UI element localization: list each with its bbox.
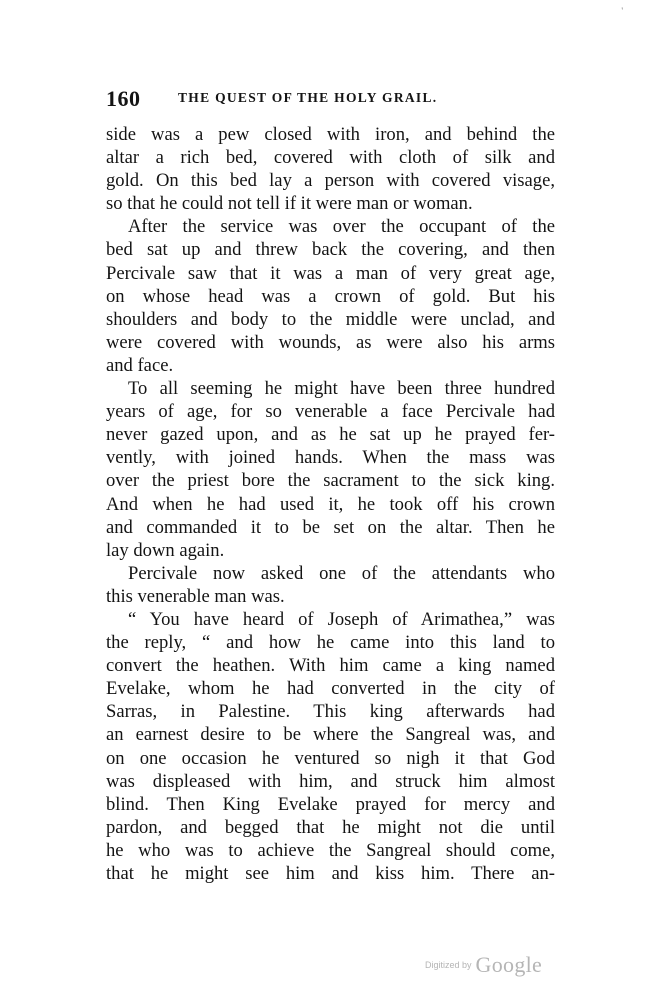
text-line: and commanded it to be set on the altar. Then he: [106, 516, 555, 538]
running-head: [106, 86, 554, 112]
text-line: blind. Then King Evelake prayed for mercy and: [106, 793, 555, 815]
text-line: side was a pew closed with iron, and behind the: [106, 124, 555, 145]
text-line: this venerable man was.: [106, 585, 285, 607]
text-line: Sarras, in Palestine. This king afterwards had: [106, 701, 555, 723]
text-line: Percivale saw that it was a man of very great age,: [106, 262, 555, 284]
text-line: was displeased with him, and struck him almost: [106, 770, 555, 792]
text-line: Evelake, whom he had converted in the city of: [106, 678, 555, 700]
body-text: [106, 123, 555, 885]
text-line: on one occasion he ventured so nigh it that God: [106, 747, 555, 769]
text-line: vently, with joined hands. When the mass was: [106, 447, 555, 469]
text-line: convert the heathen. With him came a king named: [106, 655, 555, 677]
corner-mark: ': [621, 6, 623, 16]
watermark-brand: Google: [475, 952, 543, 977]
text-line: an earnest desire to be where the Sangreal was, and: [106, 724, 555, 746]
text-line: And when he had used it, he took off his crown: [106, 493, 555, 515]
text-line: and face.: [106, 354, 174, 376]
text-line: he who was to achieve the Sangreal should come,: [106, 839, 555, 861]
text-line: over the priest bore the sacrament to the sick king.: [106, 470, 555, 492]
running-title: THE QUEST OF THE HOLY GRAIL.: [178, 90, 438, 105]
text-line: After the service was over the occupant of the: [128, 216, 555, 238]
text-line: never gazed upon, and as he sat up he prayed fer-: [106, 424, 555, 446]
text-line: so that he could not tell if it were man or woman.: [106, 193, 473, 215]
text-line: pardon, and begged that he might not die until: [106, 816, 555, 838]
text-line: on whose head was a crown of gold. But his: [106, 285, 555, 307]
text-line: that he might see him and kiss him. There an-: [106, 863, 555, 884]
text-line: Percivale now asked one of the attendants who: [128, 562, 555, 584]
text-line: the reply, “ and how he came into this land to: [106, 632, 555, 654]
text-line: were covered with wounds, as were also his arms: [106, 331, 555, 353]
watermark-prefix: Digitized by: [425, 960, 472, 970]
text-line: years of age, for so venerable a face Percivale had: [106, 401, 555, 423]
text-line: To all seeming he might have been three hundred: [128, 378, 555, 400]
text-line: lay down again.: [106, 539, 225, 561]
text-line: shoulders and body to the middle were unclad, and: [106, 308, 555, 330]
page-number: 160: [106, 86, 141, 111]
text-line: gold. On this bed lay a person with covered visage,: [106, 170, 555, 192]
text-line: altar a rich bed, covered with cloth of silk and: [106, 147, 555, 169]
text-line: “ You have heard of Joseph of Arimathea,” was: [128, 608, 555, 630]
google-watermark: [425, 952, 542, 978]
text-line: bed sat up and threw back the covering, and then: [106, 239, 555, 261]
